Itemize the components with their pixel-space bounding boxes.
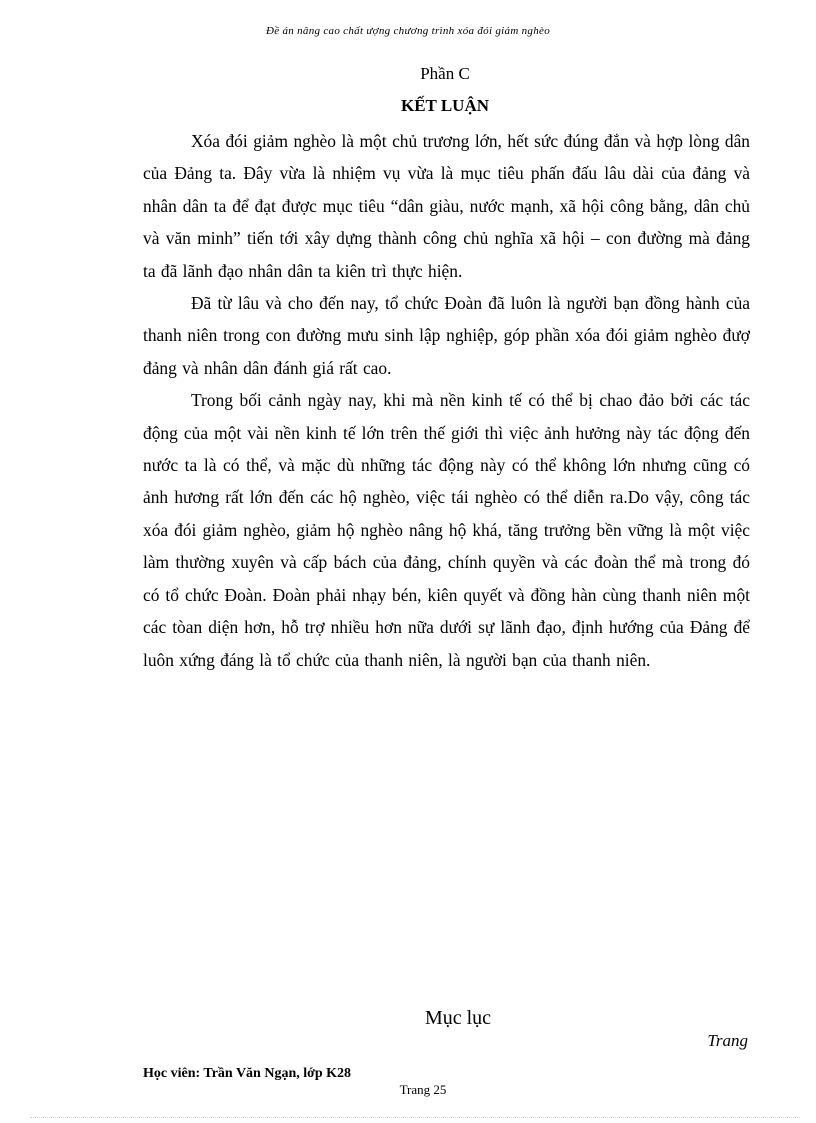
- part-label: Phần C: [420, 64, 470, 83]
- footer-student: Học viên: Trần Văn Ngạn, lớp K28: [143, 1066, 352, 1081]
- toc-page-label: Trang: [707, 1031, 748, 1050]
- body-content: [143, 125, 750, 676]
- paragraph: Xóa đói giảm nghèo là một chủ trương lớn, hết sức đúng đắn và hợp lòng dân của Đảng ta. Đây vừa là nhiệm vụ vừa là mục tiêu phấn đấu lâu dài của đảng và nhân dân ta để đạt được mục tiêu “dân giàu, nước mạnh, xã hội công bằng, dân chủ và văn minh” tiến tới xây dựng thành công chủ nghĩa xã hội – con đường mà đảng ta đã lãnh đạo nhân dân ta kiên trì thực hiện.: [143, 131, 750, 281]
- running-header: Đề án nâng cao chất ượng chương trình xóa đói giảm nghèo: [265, 25, 551, 37]
- section-title: KẾT LUẬN: [400, 96, 489, 115]
- page-number: Trang 25: [399, 1082, 447, 1097]
- paragraph: Trong bối cảnh ngày nay, khi mà nền kinh tế có thể bị chao đảo bởi các tác động của một vài nền kinh tế lớn trên thế giới thì việc ảnh hưởng này tác động đến nước ta là có thể, và mặc dù những tác động này có thể không lớn nhưng cũng có ảnh hương rất lớn đến các hộ nghèo, việc tái nghèo có thể diễn ra.Do vậy, công tác xóa đói giảm nghèo, giảm hộ nghèo nâng hộ khá, tăng trưởng bền vững là một việc làm thường xuyên và cấp bách của đảng, chính quyền và các đoàn thể mà trong đó có tổ chức Đoàn. Đoàn phải nhạy bén, kiên quyết và đồng hàn cùng thanh niên một các tòan diện hơn, hỗ trợ nhiều hơn nữa dưới sự lãnh đạo, định hướng của Đảng để luôn xứng đáng là tổ chức của thanh niên, là người bạn của thanh niên.: [143, 390, 750, 670]
- paragraph: Đã từ lâu và cho đến nay, tổ chức Đoàn đã luôn là người bạn đồng hành của thanh niên trong con đường mưu sinh lập nghiệp, góp phần xóa đói giảm nghèo đượ đảng và nhân dân đánh giá rất cao.: [143, 293, 750, 378]
- footer-divider: [30, 1117, 800, 1118]
- toc-title: Mục lục: [424, 1007, 492, 1029]
